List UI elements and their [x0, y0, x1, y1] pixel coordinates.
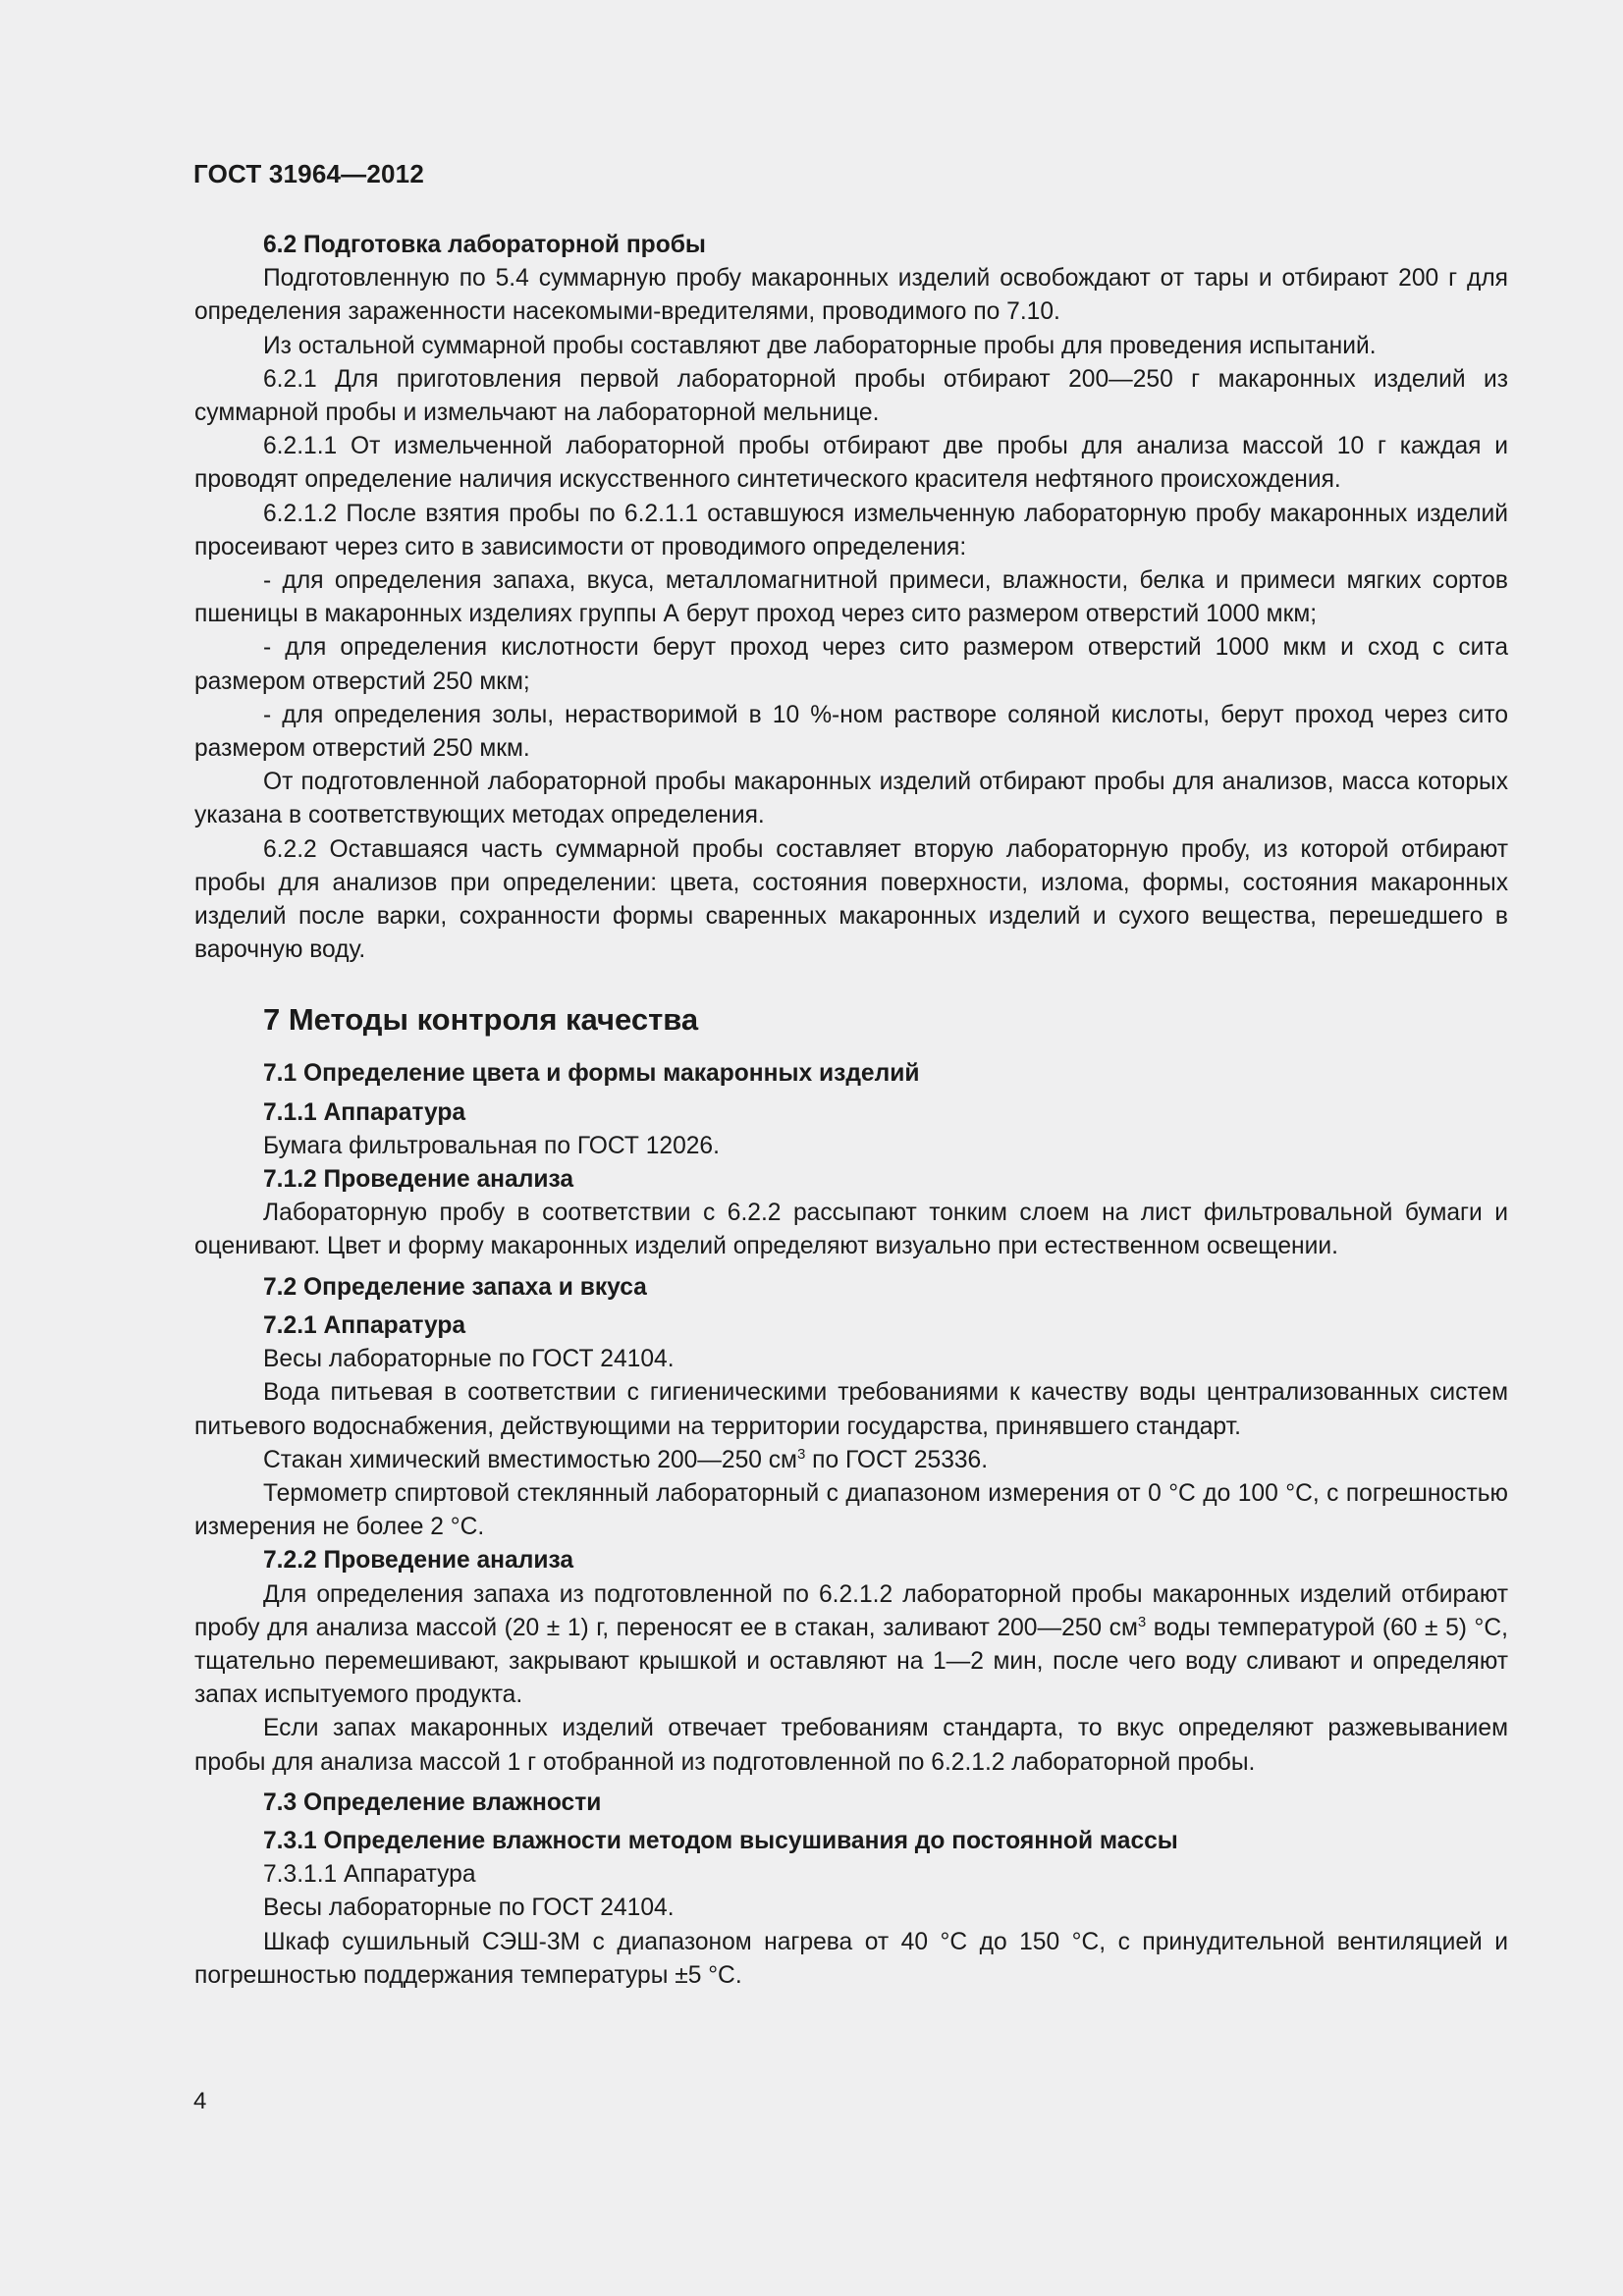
paragraph: Бумага фильтровальная по ГОСТ 12026.	[263, 1132, 720, 1159]
superscript: 3	[796, 1445, 806, 1463]
paragraph: Если запах макаронных изделий отвечает требованиям стандарта, то вкус определяют разжевыванием пробы для анализа массой 1 г отобранной из подготовленной по 6.2.1.2 лабораторной пробы.	[194, 1715, 1508, 1776]
paragraph: 6.2.1.2 После взятия пробы по 6.2.1.1 оставшуюся измельченную лабораторную пробу макаронных изделий просеивают через сито в зависимости от проводимого определения:	[194, 500, 1508, 561]
text-run: по ГОСТ 25336.	[805, 1446, 989, 1473]
paragraph	[194, 1578, 1508, 1713]
section-6-2-heading: 6.2 Подготовка лабораторной пробы	[263, 232, 706, 258]
paragraph	[194, 1444, 1508, 1477]
section-7-1-heading: 7.1 Определение цвета и формы макаронных изделий	[263, 1060, 920, 1088]
section-7-2-2-heading: 7.2.2 Проведение анализа	[263, 1547, 574, 1575]
text-run: Для определения запаха из подготовленной по 6.2.1.2 лабораторной пробы макаронных изделий отбирают пробу для анализа массой (20 ± 1) г, переносят ее в стакан, заливают 200—250 см	[194, 1580, 1508, 1641]
paragraph: Вода питьевая в соответствии с гигиеническими требованиями к качеству воды централизованных систем питьевого водоснабжения, действующими на территории государства, принявшего стандарт.	[194, 1379, 1508, 1440]
section-7-heading: 7 Методы контроля качества	[263, 1002, 699, 1038]
document-body	[194, 229, 1508, 1993]
superscript: 3	[1137, 1613, 1147, 1630]
section-7-1-1-heading: 7.1.1 Аппаратура	[263, 1098, 466, 1126]
section-7-3-heading: 7.3 Определение влажности	[263, 1789, 602, 1816]
paragraph: Лабораторную пробу в соответствии с 6.2.2 рассыпают тонким слоем на лист фильтровальной бумаги и оценивают. Цвет и форму макаронных изделий определяют визуально при естественном освещении.	[194, 1200, 1508, 1260]
list-item: - для определения запаха, вкуса, металломагнитной примеси, влажности, белка и примеси мягких сортов пшеницы в макаронных изделиях группы А берут проход через сито размером отверстий 1000 мкм;	[194, 567, 1508, 628]
paragraph: Весы лабораторные по ГОСТ 24104.	[263, 1895, 675, 1922]
list-item: - для определения кислотности берут проход через сито размером отверстий 1000 мкм и сход с сита размером отверстий 250 мкм;	[194, 634, 1508, 695]
paragraph: 6.2.1 Для приготовления первой лабораторной пробы отбирают 200—250 г макаронных изделий из суммарной пробы и измельчают на лабораторной мельнице.	[194, 365, 1508, 427]
paragraph: Шкаф сушильный СЭШ-3М с диапазоном нагрева от 40 °С до 150 °С, с принудительной вентиляцией и погрешностью поддержания температуры ±5 °С.	[194, 1928, 1508, 1989]
list-item: - для определения золы, нерастворимой в 10 %-ном растворе соляной кислоты, берут проход через сито размером отверстий 250 мкм.	[194, 701, 1508, 763]
paragraph: 6.2.2 Оставшаяся часть суммарной пробы составляет вторую лабораторную пробу, из которой отбирают пробы для анализов при определении: цвета, состояния поверхности, излома, формы, состояния макаронных изделий после варки, сохранности формы сваренных макаронных изделий и сухого вещества, перешедшего в варочную воду.	[194, 835, 1508, 964]
text-run: Стакан химический вместимостью 200—250 см	[263, 1446, 797, 1473]
paragraph: От подготовленной лабораторной пробы макаронных изделий отбирают пробы для анализов, масса которых указана в соответствующих методах определения.	[194, 769, 1508, 829]
section-7-2-1-heading: 7.2.1 Аппаратура	[263, 1311, 466, 1339]
section-7-2-heading: 7.2 Определение запаха и вкуса	[263, 1273, 647, 1301]
document-header: ГОСТ 31964—2012	[193, 159, 424, 188]
section-7-1-2-heading: 7.1.2 Проведение анализа	[263, 1166, 574, 1194]
paragraph: 7.3.1.1 Аппаратура	[263, 1861, 476, 1889]
paragraph: Термометр спиртовой стеклянный лабораторный с диапазоном измерения от 0 °С до 100 °С, с погрешностью измерения не более 2 °С.	[194, 1479, 1508, 1541]
section-7-3-1-heading: 7.3.1 Определение влажности методом высушивания до постоянной массы	[263, 1827, 1178, 1854]
text-run: воды температурой (60 ± 5) °С, тщательно перемешивают, закрывают крышкой и оставляют на 1—2 мин, после чего воду сливают и определяют запах испытуемого продукта.	[194, 1614, 1508, 1709]
paragraph: Из остальной суммарной пробы составляют две лабораторные пробы для проведения испытаний.	[263, 332, 1377, 359]
page-number: 4	[193, 2088, 207, 2114]
paragraph: 6.2.1.1 От измельченной лабораторной пробы отбирают две пробы для анализа массой 10 г каждая и проводят определение наличия искусственного синтетического красителя нефтяного происхождения.	[194, 433, 1508, 494]
paragraph: Весы лабораторные по ГОСТ 24104.	[263, 1346, 675, 1373]
paragraph: Подготовленную по 5.4 суммарную пробу макаронных изделий освобождают от тары и отбирают 200 г для определения зараженности насекомыми-вредителями, проводимого по 7.10.	[194, 265, 1508, 326]
